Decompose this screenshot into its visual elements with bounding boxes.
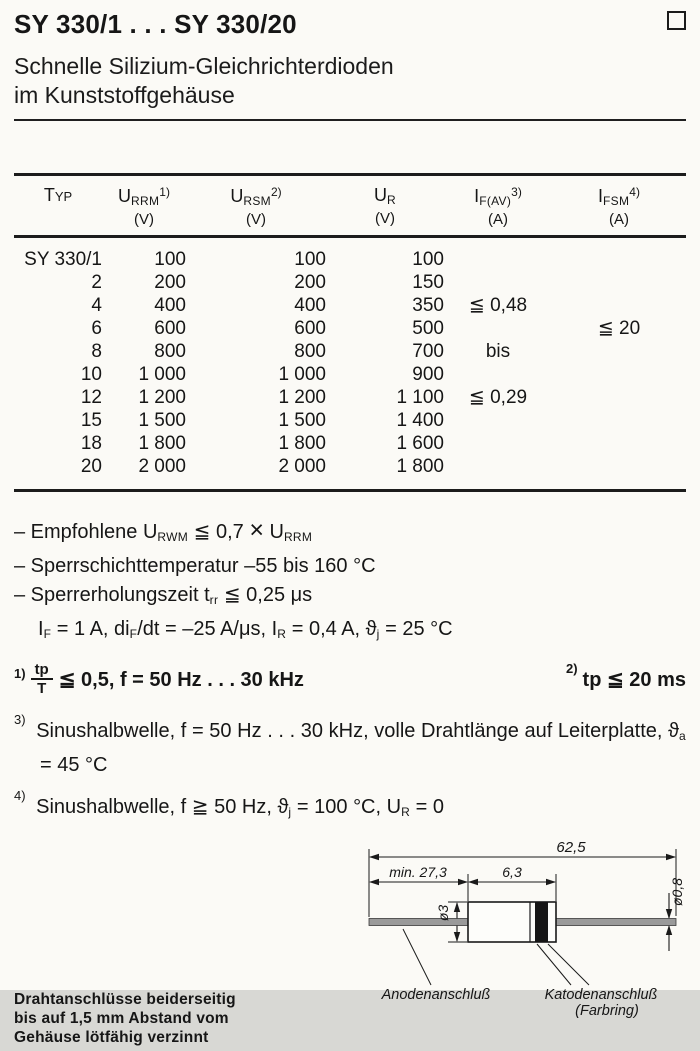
cell-ifsm (552, 409, 686, 432)
table-row (14, 271, 686, 294)
solder-note-line-2: bis auf 1,5 mm Abstand vom (14, 1010, 229, 1027)
cell-ursm: 600 (294, 318, 326, 339)
header (14, 8, 686, 40)
cell-ifav: bis (485, 341, 511, 362)
dim-lead-length-min: min. 27,3 (389, 864, 447, 880)
table-row (14, 455, 686, 491)
cell-ifav (444, 317, 552, 340)
cell-urrm: 100 (154, 249, 186, 270)
cell-typ: 2 (91, 272, 102, 293)
subtitle (14, 52, 686, 110)
footnotes-section (14, 661, 686, 827)
cell-ifsm (552, 294, 686, 317)
duty-cycle-fraction: $\frac{tp}{T}$ (31, 661, 53, 697)
cell-typ: 20 (80, 456, 102, 477)
col-header-urrm: $U_{RRM}^{1)}$ (V) (118, 185, 170, 228)
cell-ur: 1 600 (396, 433, 444, 454)
cell-typ: 10 (80, 364, 102, 385)
cell-urrm: 1 200 (138, 387, 186, 408)
cell-ur: 900 (412, 364, 444, 385)
cell-urrm: 1 800 (138, 433, 186, 454)
cell-ur: 100 (412, 249, 444, 270)
spec-table (14, 173, 686, 492)
subtitle-line-2: im Kunststoffgehäuse (14, 82, 235, 108)
solder-note-line-3: Gehäuse lötfähig verzinnt (14, 1029, 209, 1046)
col-header-typ: Typ (43, 185, 73, 205)
dim-lead-diameter: ø0,8 (669, 877, 685, 907)
note-recovery-time: – Sperrerholungszeit $t_{rr}$ ≦ 0,25 μs (14, 584, 313, 607)
cell-ifsm (552, 340, 686, 363)
cell-typ: 8 (91, 341, 102, 362)
anode-label: Anodenanschluß (381, 987, 491, 1003)
cell-ur: 350 (412, 295, 444, 316)
cell-urrm: 1 500 (138, 410, 186, 431)
cell-ifsm (552, 386, 686, 409)
cell-ursm: 1 200 (278, 387, 326, 408)
cell-ifsm (552, 455, 686, 491)
cell-ifav (444, 455, 552, 491)
subtitle-line-1: Schnelle Silizium-Gleichrichterdioden (14, 53, 394, 79)
cell-typ: 15 (80, 410, 102, 431)
note-temperature: – Sperrschichttemperatur –55 bis 160 °C (14, 555, 376, 577)
cell-ursm: 1 800 (278, 433, 326, 454)
solder-note (14, 990, 236, 1047)
table-row (14, 363, 686, 386)
cell-ifsm: ≦ 20 (597, 318, 641, 339)
col-header-ur: $U_R$ (V) (374, 185, 396, 227)
cell-ur: 500 (412, 318, 444, 339)
table-row (14, 317, 686, 340)
cell-typ: 6 (91, 318, 102, 339)
cell-typ: 4 (91, 295, 102, 316)
cell-urrm: 400 (154, 295, 186, 316)
cell-ur: 1 100 (396, 387, 444, 408)
col-header-ifav: $I_{F(AV)}^{3)}$ (A) (474, 185, 522, 228)
footnote-1-2-row (14, 661, 686, 697)
anode-lead (369, 919, 468, 926)
cell-typ: SY 330/1 (24, 249, 102, 270)
notes-section (14, 516, 686, 649)
footnote-2: $^{2)}$tp ≦ 20 ms (565, 660, 686, 691)
cell-typ: 18 (80, 433, 102, 454)
cell-ifav (444, 271, 552, 294)
page-title: SY 330/1 . . . SY 330/20 (14, 9, 297, 39)
cell-ursm: 100 (294, 249, 326, 270)
multiply-sign: × (249, 516, 264, 544)
cell-urrm: 1 000 (138, 364, 186, 385)
cell-ifsm (552, 432, 686, 455)
cathode-label: Katodenanschluß (544, 987, 658, 1003)
cell-ursm: 200 (294, 272, 326, 293)
cell-typ: 12 (80, 387, 102, 408)
cell-ursm: 2 000 (278, 456, 326, 477)
cathode-label-note: (Farbring) (575, 1003, 639, 1019)
table-row (14, 294, 686, 317)
cell-urrm: 2 000 (138, 456, 186, 477)
cell-ifav (444, 432, 552, 455)
footnote-4: $^{4)}$ Sinushalbwelle, f ≧ 50 Hz, $ϑ_j = 100$ °C, $U_R = 0$ (14, 788, 444, 819)
cathode-lead (556, 919, 676, 926)
table-row (14, 237, 686, 272)
cathode-band (535, 902, 548, 942)
cell-ursm: 1 500 (278, 410, 326, 431)
solder-note-line-1: Drahtanschlüsse beiderseitig (14, 991, 236, 1008)
note-urwm: – Empfohlene $U_{RWM}$ ≦ $0,7 \times U_{RRM}$ (14, 516, 313, 544)
cell-urrm: 600 (154, 318, 186, 339)
table-row (14, 386, 686, 409)
cell-ifav (444, 237, 552, 272)
footnote-1: 1) $\frac{tp}{T}$ ≦ 0,5, f = 50 Hz . . . 30 kHz (14, 661, 304, 697)
note-test-conditions: $I_F = 1$ A, $di_F/dt = -25$ A/μs, $I_R = 0,4$ A, $ϑ_j = 25$ °C (38, 618, 453, 641)
table-row (14, 432, 686, 455)
cell-ursm: 800 (294, 341, 326, 362)
col-header-ifsm: $I_{FSM}^{4)}$ (A) (598, 185, 640, 228)
header-row (14, 175, 686, 237)
cell-ifsm (552, 237, 686, 272)
cell-ifav: ≦ 0,48 (468, 295, 528, 316)
footnote-3: $^{3)}$ Sinushalbwelle, f = 50 Hz . . . 30 kHz, volle Drahtlänge auf Leiterplatte, $ϑ_a = 45$ °C (14, 712, 686, 776)
cell-ur: 150 (412, 272, 444, 293)
cell-ifav (444, 363, 552, 386)
cell-ifsm (552, 271, 686, 294)
cell-ifav: ≦ 0,29 (468, 387, 528, 408)
cell-ifsm (552, 363, 686, 386)
dim-overall-length: 62,5 (556, 839, 586, 856)
cell-ursm: 1 000 (278, 364, 326, 385)
cell-urrm: 800 (154, 341, 186, 362)
table-row (14, 409, 686, 432)
cell-ur: 1 400 (396, 410, 444, 431)
table-row (14, 340, 686, 363)
cell-ur: 1 800 (396, 456, 444, 477)
drawing-section (14, 837, 686, 1051)
divider (14, 119, 686, 121)
corner-box (667, 11, 686, 30)
col-header-ursm: $U_{RSM}^{2)}$ (V) (230, 185, 282, 228)
cell-ifav (444, 409, 552, 432)
cell-ur: 700 (412, 341, 444, 362)
package-drawing (271, 837, 686, 1047)
cell-urrm: 200 (154, 272, 186, 293)
cell-ursm: 400 (294, 295, 326, 316)
dim-body-length: 6,3 (502, 864, 522, 880)
dim-body-diameter: ø3 (435, 904, 451, 922)
